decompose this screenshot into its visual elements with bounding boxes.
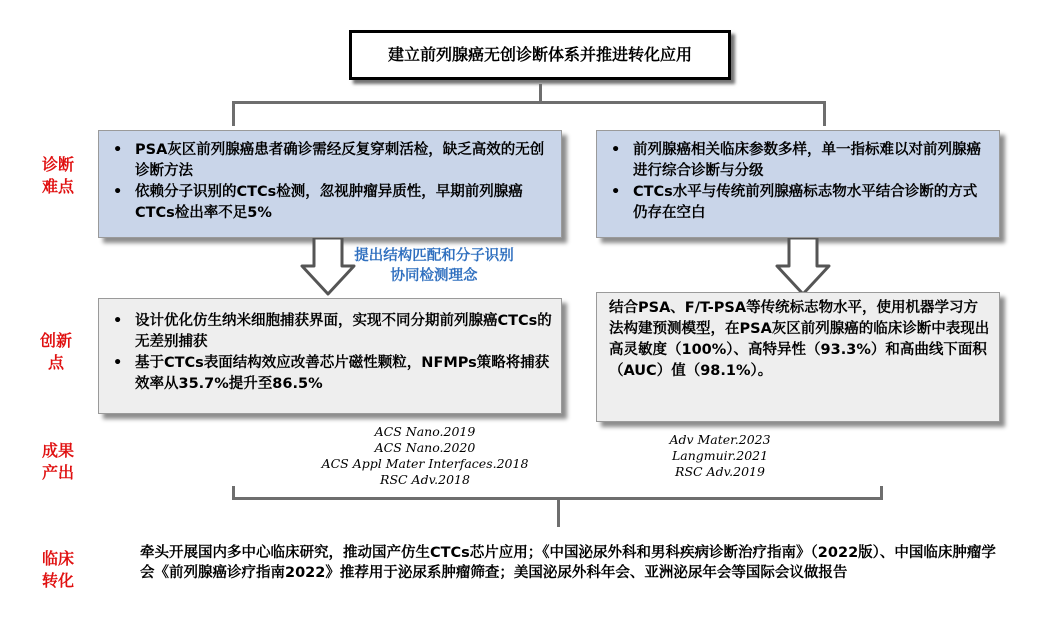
publication-item: ACS Nano.2020 — [374, 440, 476, 455]
difficulty-right-item: • CTCs水平与传统前列腺癌标志物水平结合诊断的方式仍存在空白 — [611, 184, 978, 221]
difficulty-box-left — [98, 130, 562, 238]
innovation-right-text: 结合PSA、F/T-PSA等传统标志物水平，使用机器学习方法构建预测模型，在PSA灰区前列腺癌的临床诊断中表现出高灵敏度（100%）、高特异性（93.3%）和高曲线下面积（AUC）值（98.1%）。 — [609, 300, 990, 379]
title-connector-left-drop — [232, 101, 235, 126]
difficulty-left-item: • PSA灰区前列腺癌患者确诊需经反复穿刺活检，缺乏高效的无创诊断方法 — [113, 142, 545, 179]
down-arrow-left — [300, 238, 356, 296]
concept-text: 提出结构匹配和分子识别协同检测理念 — [354, 248, 514, 284]
label-translation: 临床转化 — [41, 549, 74, 590]
publication-item: ACS Appl Mater Interfaces.2018 — [321, 456, 529, 471]
difficulty-left-item: • 依赖分子识别的CTCs检测，忽视肿瘤异质性，早期前列腺癌CTCs检出率不足5% — [113, 184, 523, 221]
difficulty-right-item: • 前列腺癌相关临床参数多样，单一指标难以对前列腺癌进行综合诊断与分级 — [611, 142, 981, 179]
label-innovation: 创新点 — [39, 331, 72, 372]
innovation-left-item: • 设计优化仿生纳米细胞捕获界面，实现不同分期前列腺癌CTCs的无差别捕获 — [113, 313, 552, 350]
publications-right — [620, 432, 820, 480]
innovation-left-item: • 基于CTCs表面结构效应改善芯片磁性颗粒，NFMPs策略将捕获效率从35.7%提升至86.5% — [113, 355, 550, 392]
title-connector-right-drop — [823, 101, 826, 126]
diagram-title: 建立前列腺癌无创诊断体系并推进转化应用 — [349, 30, 731, 80]
publications-left — [310, 424, 540, 488]
publication-item: RSC Adv.2018 — [380, 472, 470, 487]
label-outputs: 成果产出 — [41, 441, 74, 482]
clinical-translation-text: 牵头开展国内多中心临床研究，推动国产仿生CTCs芯片应用；《中国泌尿外科和男科疾病诊断治疗指南》（2022版）、中国临床肿瘤学会《前列腺癌诊疗指南2022》推荐用于泌尿系肿瘤筛查；美国泌尿外科年会、亚洲泌尿年会等国际会议做报告 — [140, 545, 996, 581]
label-difficulty: 诊断难点 — [41, 155, 74, 196]
innovation-box-right — [596, 292, 1000, 422]
publication-item: Adv Mater.2023 — [669, 432, 771, 447]
down-arrow-right — [775, 238, 831, 296]
difficulty-box-right — [596, 130, 1000, 238]
innovation-box-left — [98, 298, 562, 414]
publication-item: Langmuir.2021 — [671, 448, 769, 463]
publication-item: ACS Nano.2019 — [374, 424, 476, 439]
title-connector-horizontal — [232, 101, 826, 104]
publication-item: RSC Adv.2019 — [675, 464, 765, 479]
bracket-center-drop — [557, 497, 560, 527]
